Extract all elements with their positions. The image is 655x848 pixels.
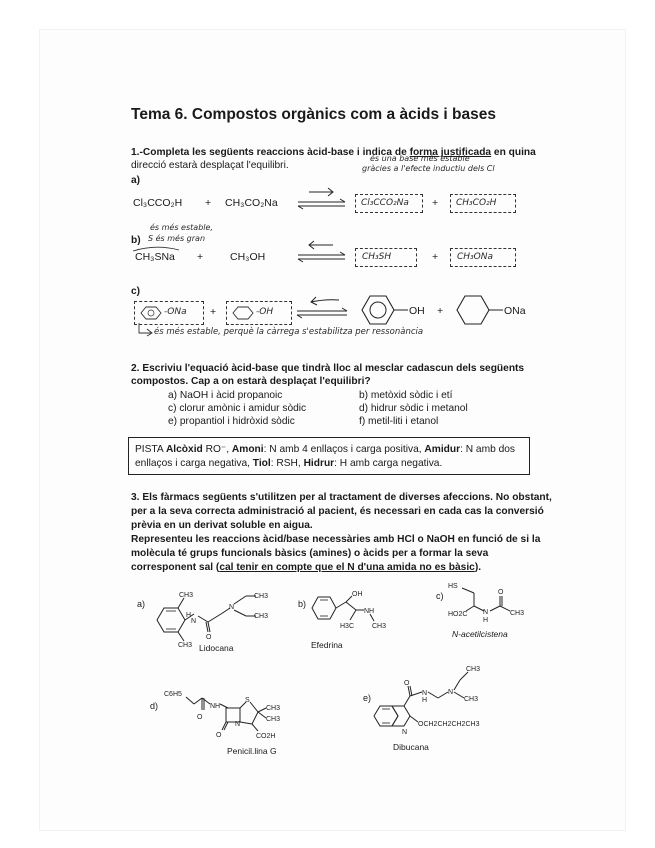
q1c-handwritten-note: és més estable, perquè la càrrega s'estabilitza per ressonància — [154, 327, 424, 337]
svg-text:CO2H: CO2H — [256, 733, 276, 740]
svg-text:CH3: CH3 — [266, 705, 281, 712]
q1b-answer-box2 — [450, 248, 516, 267]
svg-text:S: S — [245, 697, 250, 704]
page-title: Tema 6. Compostos orgànics com a àcids i bases — [131, 106, 496, 123]
svg-text:C6H5: C6H5 — [164, 691, 182, 698]
q1a-answer1: Cl₃CCO₂Na — [361, 198, 409, 208]
svg-text:H: H — [483, 617, 489, 624]
hint-box — [128, 437, 530, 475]
q1b-answer2: CH₃ONa — [457, 252, 493, 262]
q1-line1-post: en quina — [491, 147, 536, 158]
svg-text:O: O — [197, 714, 203, 721]
q2-item-c: c) clorur amònic i amidur sòdic — [168, 403, 307, 414]
q3-line6-pre: corresponent sal ( — [131, 562, 220, 573]
svg-text:N: N — [235, 721, 241, 728]
svg-text:CH3: CH3 — [178, 642, 193, 648]
q1c-answer2-ring-icon — [232, 306, 254, 320]
svg-text:CH3: CH3 — [372, 623, 387, 630]
drug-a-lidocaine-structure — [146, 586, 276, 648]
svg-text:N: N — [229, 604, 235, 611]
q1c-cyclohexanolate-structure — [455, 293, 505, 327]
q1a-equilibrium-arrows — [295, 185, 350, 213]
q3-line4: Representeu les reaccions àcid/base necessàries amb HCl o NaOH en funció de si la — [131, 534, 541, 545]
q2-item-b: b) metòxid sòdic i etí — [359, 390, 453, 401]
hint-amidur-def: : N amb dos — [460, 444, 516, 455]
hint-amidur-term: Amidur — [424, 444, 461, 455]
svg-text:CH3: CH3 — [179, 592, 194, 599]
svg-text:O: O — [206, 634, 212, 641]
q1b-handwritten-note1: és més estable, — [150, 223, 213, 232]
q1c-answer-box1 — [134, 301, 204, 325]
drug-a-name: Lidocana — [199, 643, 234, 653]
drug-e-dibucaine-structure — [372, 660, 537, 740]
drug-d-name: Penicil.lina G — [227, 746, 277, 756]
drug-a-label: a) — [137, 599, 146, 609]
q2-item-d: d) hidrur sòdic i metanol — [359, 403, 468, 414]
hint-tiol-def: : RSH, — [270, 458, 304, 469]
q1a-reactant1: Cl₃CCO₂H — [133, 197, 183, 209]
svg-text:NH: NH — [364, 608, 375, 615]
svg-text:N: N — [191, 618, 197, 625]
q1c-note-arrow-icon — [136, 323, 156, 337]
q1-label-b: b) — [131, 235, 141, 246]
svg-text:CH3: CH3 — [254, 613, 269, 620]
svg-text:O: O — [404, 680, 410, 687]
svg-text:OH: OH — [352, 591, 363, 598]
hint-line1 — [135, 443, 515, 456]
svg-text:CH3: CH3 — [254, 593, 269, 600]
hint-pista: PISTA — [135, 444, 166, 455]
q1c-answer1: -ONa — [164, 307, 187, 317]
q1b-plus2: + — [432, 251, 439, 263]
q1c-answer2: -OH — [256, 307, 274, 317]
svg-text:CH3: CH3 — [464, 696, 479, 703]
hint-line2-pre: enllaços i carga negativa, — [135, 458, 253, 469]
hint-hidrur-def: : H amb carga negativa. — [334, 458, 443, 469]
q1c-answer1-ring-icon — [140, 306, 162, 320]
svg-text:H: H — [422, 697, 428, 704]
q2-item-e: e) propantiol i hidròxid sòdic — [168, 416, 295, 427]
svg-text:N: N — [402, 729, 408, 736]
q2-line2: compostos. Cap a on estarà desplaçat l'equilibri? — [131, 376, 371, 387]
q1b-plus1: + — [197, 251, 204, 263]
drug-b-name: Efedrina — [311, 640, 343, 650]
drug-e-label: e) — [363, 693, 372, 703]
q1-instruction-line1 — [131, 146, 536, 159]
q1a-answer-box1 — [355, 194, 423, 213]
svg-text:CH3: CH3 — [466, 666, 481, 673]
q1a-reactant2: CH₃CO₂Na — [225, 197, 278, 209]
hint-alcoxid-term: Alcòxid — [165, 444, 203, 455]
q1c-plus1: + — [210, 306, 217, 318]
q3-line6 — [131, 561, 481, 574]
q2-line1: 2. Escriviu l'equació àcid-base que tindrà lloc al mesclar cadascun dels següents — [131, 363, 525, 374]
svg-text:N: N — [483, 609, 489, 616]
drug-b-ephedrine-structure — [308, 588, 398, 638]
q3-line1: 3. Els fàrmacs següents s'utilitzen per al tractament de diverses afeccions. No obstant, — [131, 492, 552, 503]
hint-amoni-def: : N amb 4 enllaços i carga positiva, — [263, 444, 425, 455]
svg-text:OCH2CH2CH2CH3: OCH2CH2CH2CH3 — [418, 721, 480, 728]
svg-text:H3C: H3C — [340, 623, 355, 630]
q1c-product1-label: OH — [409, 305, 425, 317]
drug-d-penicillin-structure — [164, 686, 284, 744]
svg-text:HO2C: HO2C — [448, 611, 468, 618]
svg-text:NH: NH — [210, 703, 221, 710]
svg-text:CH3: CH3 — [266, 716, 281, 723]
hint-amoni-term: Amoni — [231, 444, 264, 455]
q1-line1-pre: 1.-Completa les següents reaccions àcid-base i indica de — [131, 147, 410, 158]
q2-item-a: a) NaOH i àcid propanoic — [168, 390, 283, 401]
drug-c-label: c) — [436, 591, 444, 601]
q1b-answer1: CH₃SH — [362, 252, 392, 262]
q1-instruction-line2: direcció estarà desplaçat l'equilibri. — [131, 160, 289, 171]
svg-text:CH3: CH3 — [510, 610, 525, 617]
q1b-equilibrium-arrows — [295, 238, 350, 266]
q2-item-f: f) metil-liti i etanol — [359, 416, 439, 427]
q1a-answer2: CH₃CO₂H — [456, 198, 497, 208]
q1a-plus2: + — [432, 197, 439, 209]
q1b-answer-box1 — [355, 248, 417, 267]
drug-c-acetylcysteine-structure — [448, 578, 538, 628]
q3-line6-post: ). — [474, 562, 482, 573]
q3-line5: molècula té grups funcionals bàsics (amines) o àcids per a formar la seva — [131, 548, 489, 559]
q3-line2: per a la seva correcta administració al pacient, és necessari en cada cas la conversió — [131, 506, 544, 517]
q1a-plus1: + — [205, 197, 212, 209]
svg-text:O: O — [216, 732, 222, 739]
drug-e-name: Dibucana — [393, 742, 429, 752]
hint-tiol-term: Tiol — [252, 458, 271, 469]
drug-c-name: N-acetilcistena — [452, 629, 508, 639]
q1c-equilibrium-arrows — [293, 295, 353, 323]
hint-line2 — [135, 457, 442, 470]
q1-line1-underlined: forma justificada — [409, 147, 492, 158]
svg-text:N: N — [422, 690, 428, 697]
svg-text:O: O — [498, 589, 504, 596]
q1b-reactant1: CH₃SNa — [135, 251, 175, 263]
q1c-answer-box2 — [226, 301, 292, 325]
q3-line3: prèvia en un derivat soluble en aigua. — [131, 520, 313, 531]
q1a-handwritten-note2: gràcies a l'efecte inductiu dels Cl — [362, 164, 495, 173]
drug-d-label: d) — [150, 701, 159, 711]
q1a-handwritten-note1: és una base més estable — [370, 154, 470, 163]
q1c-product2-label: ONa — [504, 305, 526, 317]
q1a-answer-box2 — [450, 194, 516, 213]
svg-text:HS: HS — [448, 583, 458, 590]
q1c-phenol-structure — [360, 293, 410, 327]
q1c-plus2: + — [437, 305, 444, 317]
q3-line6-underlined: cal tenir en compte que el N d'una amida no es bàsic — [219, 562, 475, 573]
q1-label-c: c) — [131, 286, 141, 297]
svg-text:H: H — [186, 612, 192, 619]
hint-alcoxid-def: RO⁻, — [202, 444, 232, 455]
svg-text:N: N — [448, 689, 454, 696]
q1b-reactant2: CH₃OH — [230, 251, 266, 263]
drug-b-label: b) — [298, 599, 307, 609]
q1b-handwritten-note2: S és més gran — [148, 234, 206, 243]
q1-label-a: a) — [131, 175, 141, 186]
hint-hidrur-term: Hidrur — [303, 458, 335, 469]
